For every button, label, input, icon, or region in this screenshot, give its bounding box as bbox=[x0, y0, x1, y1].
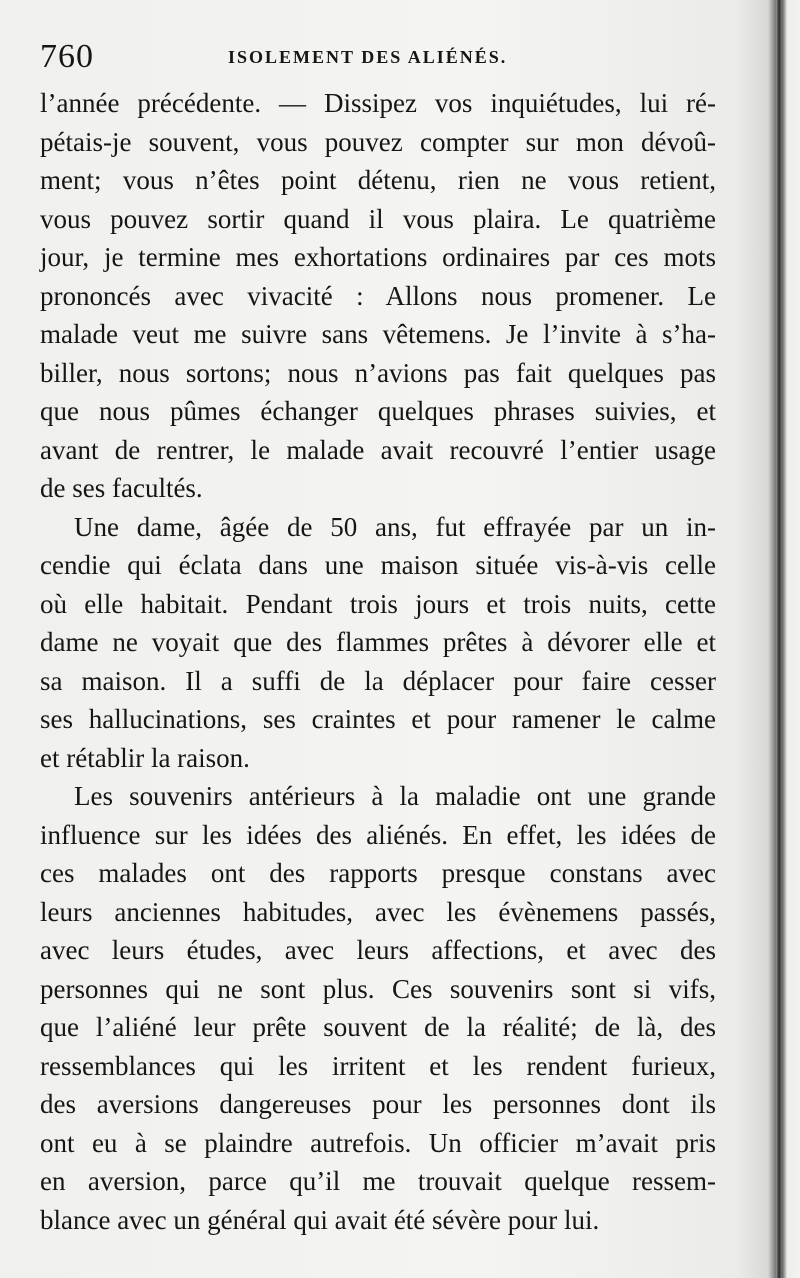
text-line: influence sur les idées des aliénés. En effet, les idées de bbox=[40, 819, 716, 850]
text-line: Une dame, âgée de 50 ans, fut effrayée par un in- bbox=[74, 511, 716, 542]
text-line: leurs anciennes habitudes, avec les évènemens passés, bbox=[40, 896, 716, 927]
text-line: où elle habitait. Pendant trois jours et trois nuits, cette bbox=[40, 588, 716, 619]
text-line: ressemblances qui les irritent et les rendent furieux, bbox=[40, 1050, 716, 1081]
text-line: sa maison. Il a suffi de la déplacer pour faire cesser bbox=[40, 665, 716, 696]
text-line: ment; vous n’êtes point détenu, rien ne vous retient, bbox=[40, 165, 716, 195]
text-line: Les souvenirs antérieurs à la maladie ont une grande bbox=[74, 781, 716, 811]
text-line: personnes qui ne sont plus. Ces souvenirs sont si vifs, bbox=[40, 973, 716, 1004]
text-line: vous pouvez sortir quand il vous plaira. Le quatrième bbox=[40, 203, 716, 234]
text-line: que nous pûmes échanger quelques phrases suivies, et bbox=[40, 396, 716, 426]
text-line: blance avec un général qui avait été sévère pour lui. bbox=[40, 1204, 600, 1235]
page-binding-edge bbox=[776, 0, 782, 1278]
text-line: prononcés avec vivacité : Allons nous promener. Le bbox=[40, 280, 716, 311]
text-line: dame ne voyait que des flammes prêtes à dévorer elle et bbox=[40, 627, 716, 657]
text-line: avant de rentrer, le malade avait recouvré l’entier usage bbox=[40, 434, 716, 465]
text-line: avec leurs études, avec leurs affections, et avec des bbox=[40, 935, 716, 965]
text-line: jour, je termine mes exhortations ordinaires par ces mots bbox=[40, 242, 716, 272]
running-head: ISOLEMENT DES ALIÉNÉS. bbox=[228, 47, 508, 67]
text-line: ont eu à se plaindre autrefois. Un officier m’avait pris bbox=[40, 1127, 716, 1158]
text-line: que l’aliéné leur prête souvent de la réalité; de là, des bbox=[40, 1012, 716, 1042]
body-text bbox=[40, 84, 716, 1239]
text-line: cendie qui éclata dans une maison située vis-à-vis celle bbox=[40, 550, 716, 580]
text-line: biller, nous sortons; nous n’avions pas fait quelques pas bbox=[40, 357, 716, 388]
page-header bbox=[40, 38, 540, 78]
text-line: de ses facultés. bbox=[40, 473, 203, 503]
text-line: des aversions dangereuses pour les personnes dont ils bbox=[40, 1089, 716, 1119]
text-line: en aversion, parce qu’il me trouvait quelque ressem- bbox=[40, 1166, 716, 1196]
text-line: l’année précédente. — Dissipez vos inquiétudes, lui ré- bbox=[40, 88, 716, 118]
text-line: ces malades ont des rapports presque constans avec bbox=[40, 858, 716, 888]
text-line: malade veut me suivre sans vêtemens. Je l’invite à s’ha- bbox=[40, 319, 716, 349]
text-line: ses hallucinations, ses craintes et pour ramener le calme bbox=[40, 704, 716, 734]
text-line: pétais-je souvent, vous pouvez compter sur mon dévoû- bbox=[40, 126, 716, 157]
page-number: 760 bbox=[40, 38, 94, 75]
text-line: et rétablir la raison. bbox=[40, 742, 250, 773]
